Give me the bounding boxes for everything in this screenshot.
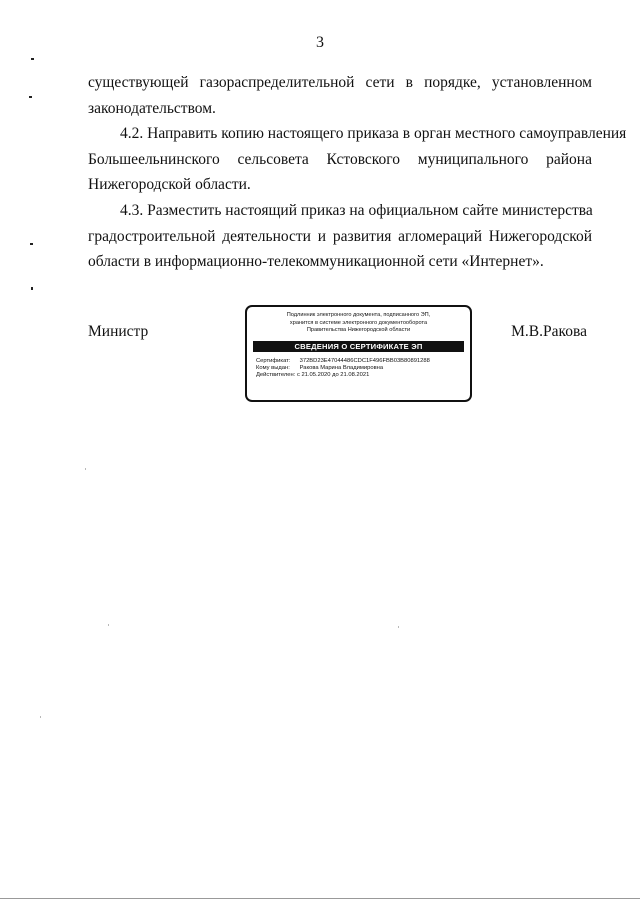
paragraph-1 <box>88 70 592 121</box>
stamp-certificate-label: Сертификат: <box>256 357 291 364</box>
stamp-header-line-1: Подлинник электронного документа, подписанного ЭП, <box>286 312 431 318</box>
stamp-header-line-3: Правительства Нижегородской области <box>306 327 411 333</box>
digital-signature-stamp <box>245 305 472 402</box>
paragraph-2-line-2: Большеельнинского сельсовета Кстовского муниципального района <box>88 150 592 168</box>
scan-speck <box>108 624 109 626</box>
stamp-certificate-row <box>256 358 470 365</box>
paragraph-3-line-2: градостроительной деятельности и развития агломераций Нижегородской <box>88 227 592 245</box>
stamp-certificate-banner: СВЕДЕНИЯ О СЕРТИФИКАТЕ ЭП <box>253 341 464 352</box>
stamp-header <box>247 312 470 335</box>
paragraph-3 <box>88 198 592 275</box>
paragraph-1-line-1: существующей газораспределительной сети в порядке, установленном <box>88 74 592 91</box>
scan-speck <box>29 96 32 98</box>
stamp-info <box>256 358 470 380</box>
scan-speck <box>85 468 86 470</box>
stamp-validity-label: Действителен: <box>256 372 296 379</box>
scan-speck <box>40 716 41 718</box>
scan-speck <box>398 626 399 628</box>
scan-speck <box>31 58 34 60</box>
paragraph-2-line-3: Нижегородской области. <box>88 176 251 193</box>
stamp-issued-to-label: Кому выдан: <box>256 364 290 371</box>
stamp-validity-row <box>256 372 470 379</box>
paragraph-2 <box>88 121 627 198</box>
signer-title: Министр <box>88 323 149 340</box>
page-number: 3 <box>316 34 324 51</box>
paragraph-2-line-1: 4.2. Направить копию настоящего приказа в орган местного самоуправления <box>120 125 627 142</box>
paragraph-3-line-1: 4.3. Разместить настоящий приказ на официальном сайте министерства <box>120 202 593 219</box>
stamp-certificate-value: 372BD23E47044486CDC1F496FBB03B80891288 <box>299 357 430 364</box>
paragraph-3-line-3: области в информационно-телекоммуникационной сети «Интернет». <box>88 253 544 270</box>
scan-edge-line <box>0 898 640 899</box>
scan-speck <box>31 287 33 290</box>
stamp-validity-value: с 21.05.2020 до 21.08.2021 <box>296 372 370 379</box>
stamp-issued-to-value: Ракова Марина Владимировна <box>299 364 384 371</box>
paragraph-1-line-2: законодательством. <box>88 99 216 117</box>
stamp-header-line-2: хранится в системе электронного документооборота <box>289 319 428 326</box>
scan-speck <box>30 243 33 245</box>
signer-name: М.В.Ракова <box>511 323 587 340</box>
